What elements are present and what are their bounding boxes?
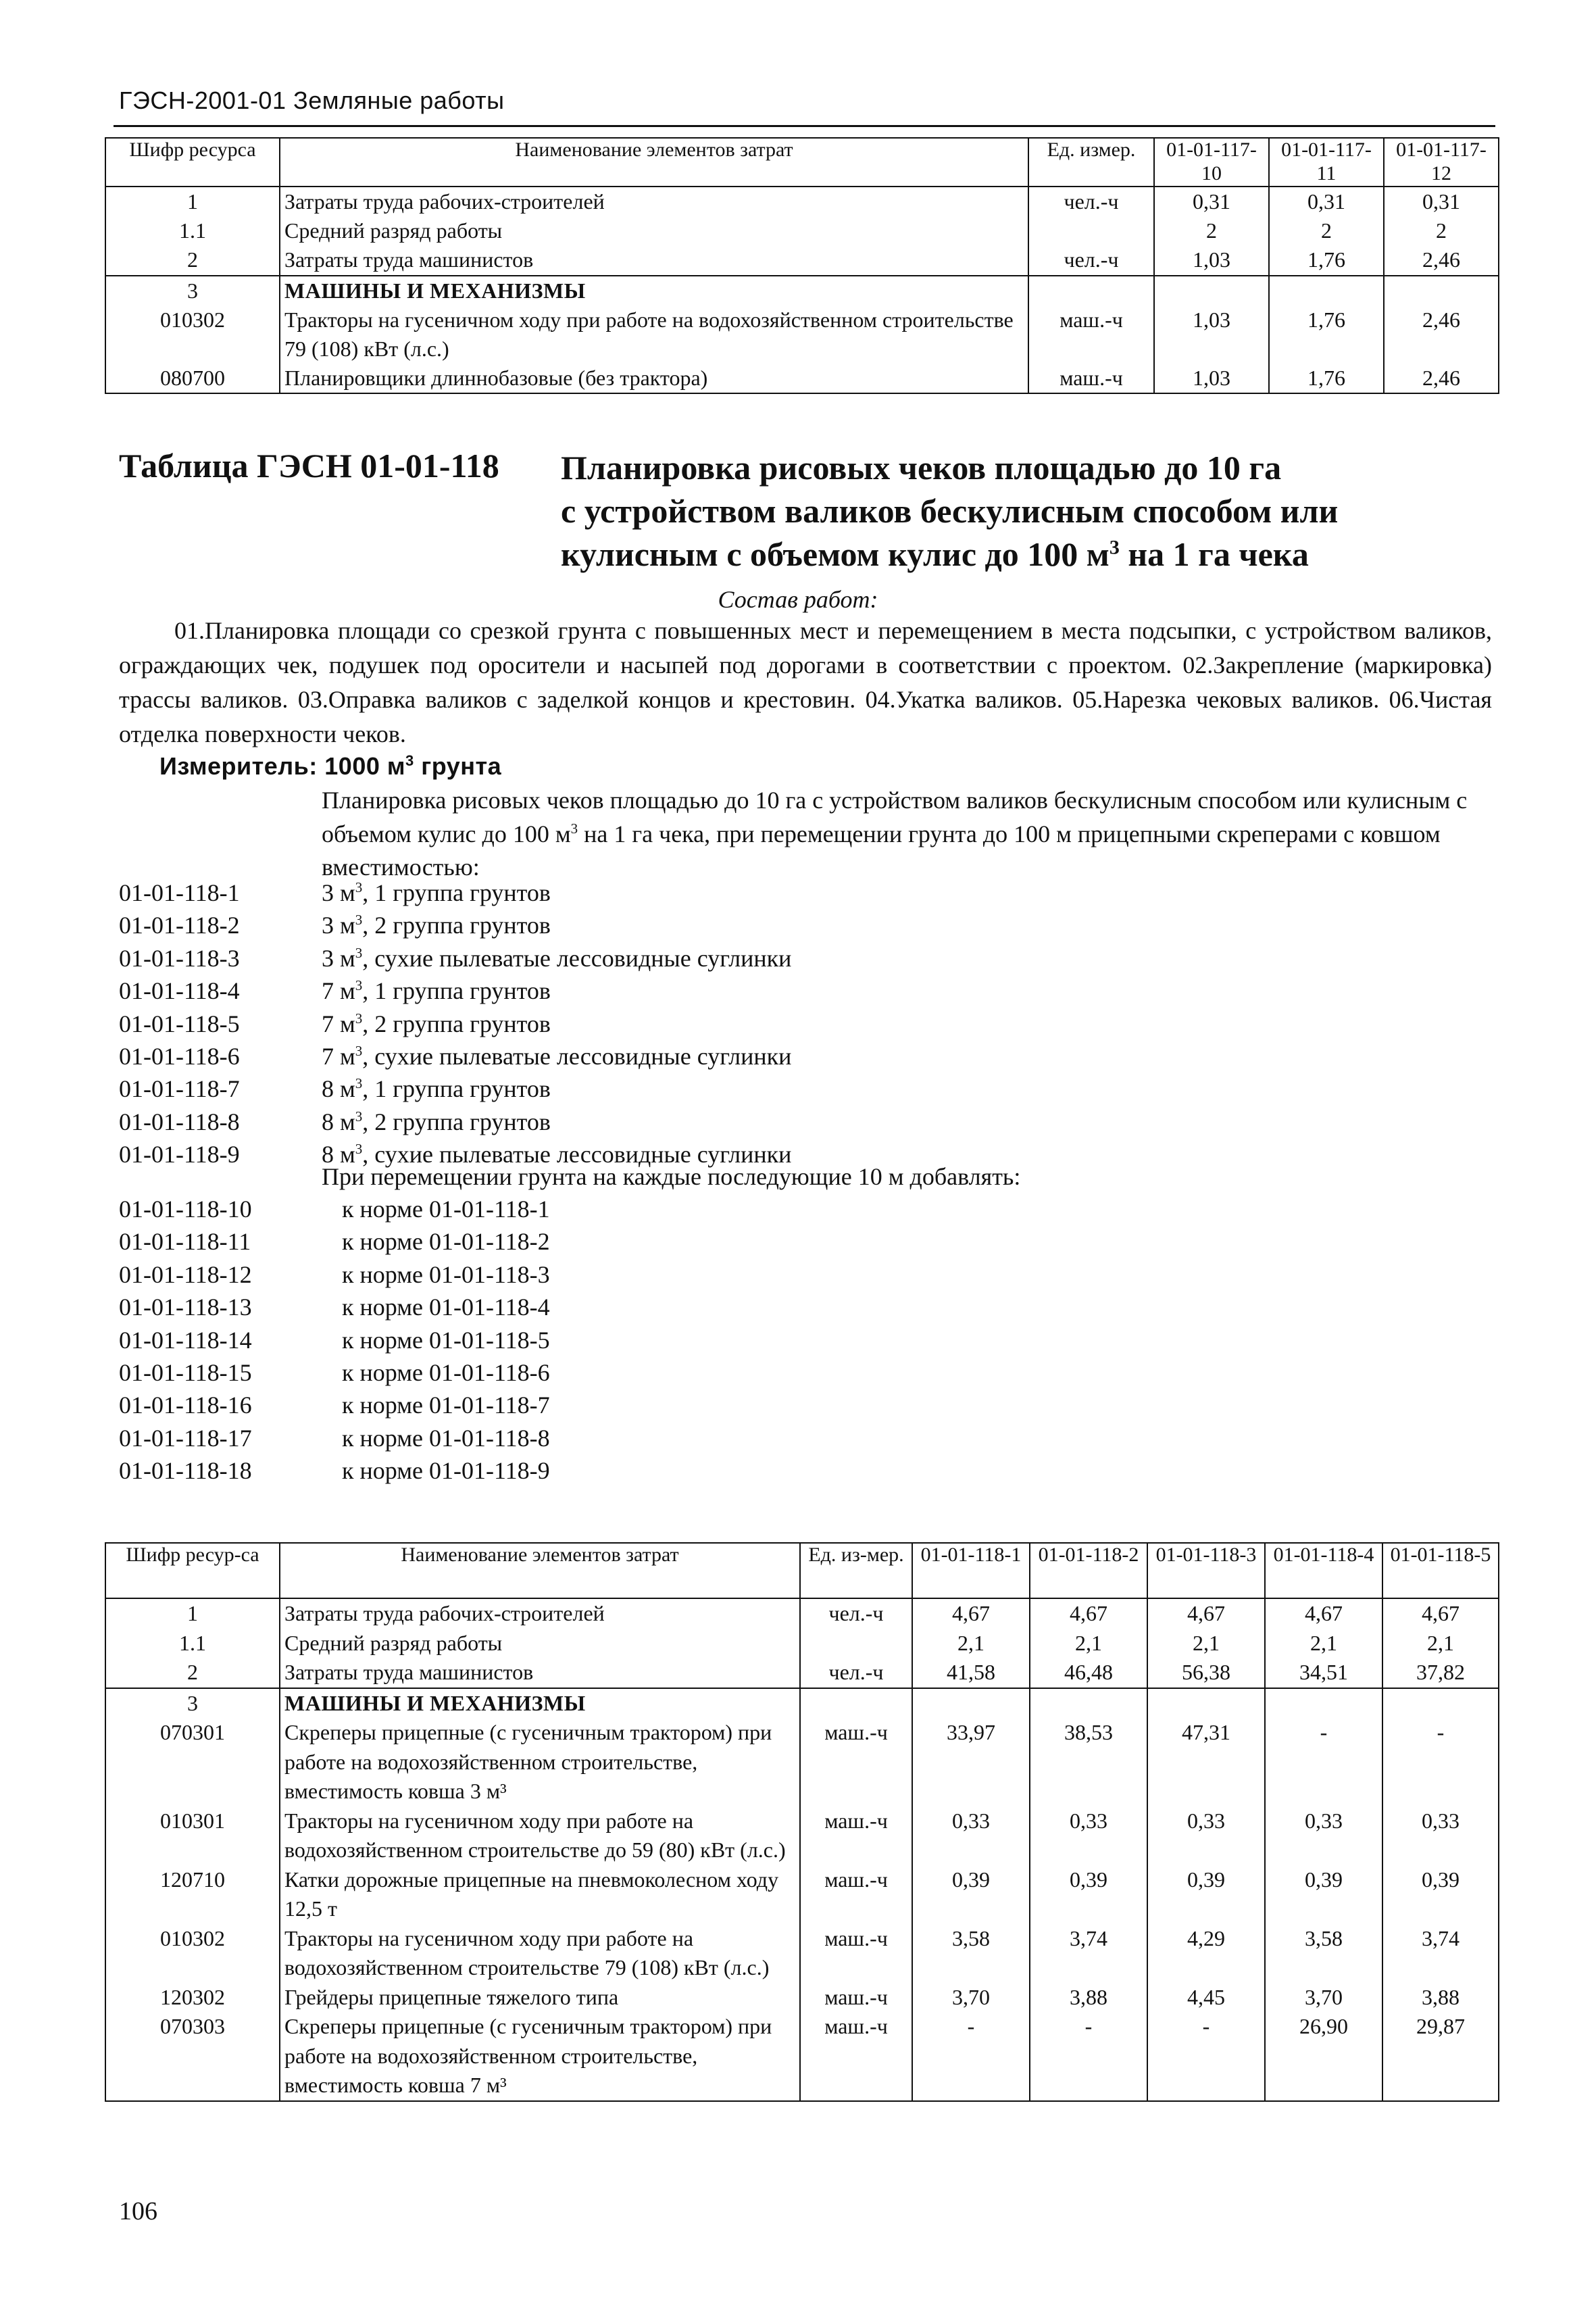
norm-text: к норме 01-01-118-1 <box>342 1196 550 1223</box>
cell-value: 3,88 <box>1382 1983 1499 2013</box>
table-heading-line: кулисным с объемом кулис до 100 $м^3$ на 1 га чека <box>561 535 1309 573</box>
cell-code: 2 <box>105 1658 280 1688</box>
table-row <box>105 1658 1499 1688</box>
cell-unit: маш.-ч <box>800 1806 912 1865</box>
additional-heading: При перемещении грунта на каждые последующие 10 м добавлять: <box>322 1163 1021 1190</box>
cell-unit: маш.-ч <box>800 1865 912 1924</box>
table-row <box>105 1806 1499 1865</box>
cell-code: 070303 <box>105 2012 280 2101</box>
norm-text: 3 $м^3$, 1 группа грунтов <box>322 879 551 906</box>
composition-label: Состав работ: <box>718 586 878 613</box>
cell-value: 4,67 <box>1382 1598 1499 1629</box>
cell-code: 1.1 <box>105 1629 280 1658</box>
section-heading: МАШИНЫ И МЕХАНИЗМЫ <box>280 1688 800 1719</box>
cell-unit: маш.-ч <box>1028 364 1154 393</box>
cell-name: Затраты труда рабочих-строителей <box>280 187 1028 216</box>
cell-value: 38,53 <box>1030 1718 1147 1806</box>
cell-value <box>1382 1688 1499 1719</box>
norm-code: 01-01-118-6 <box>119 1042 240 1070</box>
norm-text: к норме 01-01-118-9 <box>342 1457 550 1485</box>
norm-text: к норме 01-01-118-3 <box>342 1260 550 1288</box>
table-row <box>105 305 1499 364</box>
cell-unit <box>1028 216 1154 245</box>
col-header-norm: 01-01-117-12 <box>1384 138 1499 187</box>
cell-name: Скреперы прицепные (с гусеничным трактором) при работе на водохозяйственном строительстве, вместимость ковша 7 м³ <box>280 2012 800 2101</box>
norm-code: 01-01-118-14 <box>119 1326 252 1354</box>
table-row <box>105 1718 1499 1806</box>
cell-name: Скреперы прицепные (с гусеничным трактором) при работе на водохозяйственном строительстве, вместимость ковша 3 м³ <box>280 1718 800 1806</box>
norm-text: к норме 01-01-118-6 <box>342 1358 550 1386</box>
table-heading <box>561 446 1439 576</box>
cell-name: Затраты труда машинистов <box>280 245 1028 275</box>
norm-text: 7 $м^3$, 2 группа грунтов <box>322 1010 551 1037</box>
cell-value: 47,31 <box>1147 1718 1265 1806</box>
norm-code: 01-01-118-17 <box>119 1424 252 1452</box>
cell-value: 0,39 <box>1147 1865 1265 1924</box>
additional-norm-item <box>119 1424 1497 1456</box>
cell-code: 010302 <box>105 1924 280 1983</box>
additional-norm-item <box>119 1195 1497 1227</box>
cell-value: - <box>1147 2012 1265 2101</box>
cell-value: 2 <box>1269 216 1384 245</box>
cell-value: 3,70 <box>912 1983 1030 2013</box>
cell-value: 0,33 <box>1265 1806 1382 1865</box>
norm-text: 8 $м^3$, 2 группа грунтов <box>322 1108 551 1135</box>
norm-code: 01-01-118-4 <box>119 977 240 1005</box>
norm-code: 01-01-118-18 <box>119 1457 252 1485</box>
col-header-code: Шифр ресур-са <box>105 1543 280 1598</box>
norm-code: 01-01-118-10 <box>119 1196 252 1223</box>
table-row <box>105 1598 1499 1629</box>
cell-value: 29,87 <box>1382 2012 1499 2101</box>
cell-value: - <box>912 2012 1030 2101</box>
cell-value: 2,46 <box>1384 364 1499 393</box>
norm-text: к норме 01-01-118-5 <box>342 1326 550 1354</box>
norm-item <box>119 1042 1497 1075</box>
running-header: ГЭСН-2001-01 Земляные работы <box>119 87 505 114</box>
cell-name: Планировщики длиннобазовые (без трактора) <box>280 364 1028 393</box>
additional-norm-item <box>119 1293 1497 1325</box>
norm-text: 7 $м^3$, 1 группа грунтов <box>322 977 551 1005</box>
cell-value: 0,33 <box>1147 1806 1265 1865</box>
cell-value: 4,29 <box>1147 1924 1265 1983</box>
table-row <box>105 1629 1499 1658</box>
cell-value: 3,74 <box>1382 1924 1499 1983</box>
cell-code: 1.1 <box>105 216 280 245</box>
page-number: 106 <box>119 2197 157 2225</box>
cell-code: 120302 <box>105 1983 280 2013</box>
cell-value: 4,67 <box>1030 1598 1147 1629</box>
cell-value: 2,1 <box>1382 1629 1499 1658</box>
norm-code: 01-01-118-3 <box>119 944 240 972</box>
cell-unit: маш.-ч <box>800 1983 912 2013</box>
norm-text: к норме 01-01-118-8 <box>342 1424 550 1452</box>
norm-text: 3 $м^3$, 2 группа грунтов <box>322 912 551 939</box>
resource-table-118 <box>105 1542 1499 2102</box>
norm-code: 01-01-118-2 <box>119 912 240 939</box>
norm-text: 3 $м^3$, сухие пылеватые лессовидные суглинки <box>322 944 792 972</box>
cell-code: 3 <box>105 276 280 305</box>
additional-norm-item <box>119 1358 1497 1391</box>
cell-value: 33,97 <box>912 1718 1030 1806</box>
cell-code: 120710 <box>105 1865 280 1924</box>
col-header-norm: 01-01-117-10 <box>1154 138 1269 187</box>
cell-name: Грейдеры прицепные тяжелого типа <box>280 1983 800 2013</box>
table-row <box>105 2012 1499 2101</box>
norm-item <box>119 879 1497 911</box>
col-header-norm: 01-01-117-11 <box>1269 138 1384 187</box>
cell-value: 1,03 <box>1154 245 1269 275</box>
cell-value <box>1147 1688 1265 1719</box>
col-header-code: Шифр ресурса <box>105 138 280 187</box>
table-heading-line: с устройством валиков бескулисным способом или <box>561 492 1339 530</box>
additional-norm-item <box>119 1227 1497 1260</box>
cell-value: 0,33 <box>912 1806 1030 1865</box>
norm-code: 01-01-118-5 <box>119 1010 240 1037</box>
cell-code: 1 <box>105 1598 280 1629</box>
col-header-name: Наименование элементов затрат <box>280 138 1028 187</box>
col-header-norm: 01-01-118-3 <box>1147 1543 1265 1598</box>
norm-code: 01-01-118-9 <box>119 1141 240 1168</box>
cell-value: 3,58 <box>912 1924 1030 1983</box>
additional-norm-item <box>119 1260 1497 1293</box>
composition-text: 01.Планировка площади со срезкой грунта с повышенных мест и перемещением в места подсыпки, с устройством валиков, ограждающих чек, подушек под оросители и насыпей под дорогами в соответствии с проектом. 02.Закрепление (маркировка) трассы валиков. 03.Оправка валиков с заделкой концов и крестовин. 04.Укатка валиков. 05.Нарезка чековых валиков. 06.Чистая отделка поверхности чеков. <box>119 617 1492 748</box>
table-label: Таблица ГЭСН 01-01-118 <box>119 447 499 485</box>
measure-unit: Измеритель: 1000 $м^3$ грунта <box>159 752 502 780</box>
header-rule <box>114 125 1495 127</box>
cell-unit <box>800 1688 912 1719</box>
cell-unit: маш.-ч <box>800 1924 912 1983</box>
cell-value: 1,76 <box>1269 364 1384 393</box>
cell-value: 2,1 <box>1265 1629 1382 1658</box>
cell-value: 0,33 <box>1382 1806 1499 1865</box>
norm-code: 01-01-118-12 <box>119 1260 252 1288</box>
table-row <box>105 276 1499 305</box>
cell-value: 3,58 <box>1265 1924 1382 1983</box>
cell-value: 41,58 <box>912 1658 1030 1688</box>
cell-code: 080700 <box>105 364 280 393</box>
additional-norm-item <box>119 1326 1497 1358</box>
cell-value: 2 <box>1384 216 1499 245</box>
table-row <box>105 364 1499 393</box>
norm-text: к норме 01-01-118-7 <box>342 1392 550 1419</box>
cell-value: 0,31 <box>1269 187 1384 216</box>
table-row <box>105 1865 1499 1924</box>
cell-code: 070301 <box>105 1718 280 1806</box>
norm-code: 01-01-118-15 <box>119 1358 252 1386</box>
table-row <box>105 187 1499 216</box>
cell-value: 3,74 <box>1030 1924 1147 1983</box>
cell-value: 2,1 <box>1147 1629 1265 1658</box>
cell-value <box>1265 1688 1382 1719</box>
cell-value: 0,31 <box>1384 187 1499 216</box>
cell-value: 4,67 <box>1265 1598 1382 1629</box>
cell-value: 2 <box>1154 216 1269 245</box>
cell-value <box>912 1688 1030 1719</box>
cell-name: Затраты труда рабочих-строителей <box>280 1598 800 1629</box>
norm-description: Планировка рисовых чеков площадью до 10 га с устройством валиков бескулисным способом или кулисным с объемом кулис до 100 $м^3$ на 1 га чека, при перемещении грунта до 100 м прицепными скреперами с ковшом вместимостью: <box>322 787 1468 881</box>
norm-text: 7 $м^3$, сухие пылеватые лессовидные суглинки <box>322 1042 792 1070</box>
norm-item <box>119 911 1497 943</box>
cell-name: Средний разряд работы <box>280 1629 800 1658</box>
col-header-norm: 01-01-118-4 <box>1265 1543 1382 1598</box>
norm-text: 8 $м^3$, 1 группа грунтов <box>322 1075 551 1103</box>
cell-unit: маш.-ч <box>1028 305 1154 364</box>
cell-code: 010301 <box>105 1806 280 1865</box>
additional-norm-list <box>119 1195 1497 1490</box>
cell-value: 4,45 <box>1147 1983 1265 2013</box>
cell-value: 4,67 <box>912 1598 1030 1629</box>
cell-unit: маш.-ч <box>800 1718 912 1806</box>
cell-value: 3,88 <box>1030 1983 1147 2013</box>
table-row <box>105 245 1499 275</box>
cell-value: 56,38 <box>1147 1658 1265 1688</box>
cell-value: 2,1 <box>1030 1629 1147 1658</box>
cell-value: 0,39 <box>912 1865 1030 1924</box>
cell-name: Затраты труда машинистов <box>280 1658 800 1688</box>
table-row <box>105 1688 1499 1719</box>
col-header-name: Наименование элементов затрат <box>280 1543 800 1598</box>
norm-item <box>119 944 1497 977</box>
norm-code: 01-01-118-7 <box>119 1075 240 1103</box>
cell-unit: чел.-ч <box>1028 187 1154 216</box>
cell-name: Катки дорожные прицепные на пневмоколесном ходу 12,5 т <box>280 1865 800 1924</box>
cell-value: 2,46 <box>1384 305 1499 364</box>
norm-code: 01-01-118-16 <box>119 1392 252 1419</box>
cell-value: 2,1 <box>912 1629 1030 1658</box>
cell-value: - <box>1382 1718 1499 1806</box>
cell-value: - <box>1265 1718 1382 1806</box>
cell-value: 3,70 <box>1265 1983 1382 2013</box>
cell-value: 4,67 <box>1147 1598 1265 1629</box>
norm-code: 01-01-118-11 <box>119 1228 251 1256</box>
col-header-norm: 01-01-118-2 <box>1030 1543 1147 1598</box>
resource-table-117 <box>105 137 1499 394</box>
cell-value: 1,03 <box>1154 305 1269 364</box>
cell-unit: чел.-ч <box>1028 245 1154 275</box>
norm-item <box>119 1010 1497 1042</box>
cell-value: 1,76 <box>1269 245 1384 275</box>
norm-code: 01-01-118-8 <box>119 1108 240 1135</box>
cell-value: 0,39 <box>1030 1865 1147 1924</box>
section-heading: МАШИНЫ И МЕХАНИЗМЫ <box>280 276 1028 305</box>
cell-value: 34,51 <box>1265 1658 1382 1688</box>
norm-code: 01-01-118-13 <box>119 1294 252 1321</box>
cell-value <box>1030 1688 1147 1719</box>
cell-code: 3 <box>105 1688 280 1719</box>
col-header-norm: 01-01-118-5 <box>1382 1543 1499 1598</box>
cell-name: Тракторы на гусеничном ходу при работе на водохозяйственном строительстве до 59 (80) кВт (л.с.) <box>280 1806 800 1865</box>
cell-code: 2 <box>105 245 280 275</box>
table-row <box>105 1983 1499 2013</box>
additional-norm-item <box>119 1456 1497 1489</box>
cell-unit: маш.-ч <box>800 2012 912 2101</box>
cell-value: 2,46 <box>1384 245 1499 275</box>
additional-norm-item <box>119 1391 1497 1423</box>
norm-text: к норме 01-01-118-4 <box>342 1294 550 1321</box>
table-row <box>105 216 1499 245</box>
cell-value: 46,48 <box>1030 1658 1147 1688</box>
col-header-norm: 01-01-118-1 <box>912 1543 1030 1598</box>
table-heading-line: Планировка рисовых чеков площадью до 10 га <box>561 449 1282 487</box>
norm-text: к норме 01-01-118-2 <box>342 1228 550 1256</box>
cell-value: 0,33 <box>1030 1806 1147 1865</box>
cell-code: 1 <box>105 187 280 216</box>
norm-item <box>119 1108 1497 1140</box>
cell-name: Средний разряд работы <box>280 216 1028 245</box>
cell-value: - <box>1030 2012 1147 2101</box>
norm-text: 8 $м^3$, сухие пылеватые лессовидные суглинки <box>322 1141 792 1168</box>
norm-item <box>119 1075 1497 1107</box>
col-header-unit: Ед. из-мер. <box>800 1543 912 1598</box>
cell-value: 1,03 <box>1154 364 1269 393</box>
cell-name: Тракторы на гусеничном ходу при работе на водохозяйственном строительстве 79 (108) кВт (л.с.) <box>280 305 1028 364</box>
norm-code: 01-01-118-1 <box>119 879 240 906</box>
col-header-unit: Ед. измер. <box>1028 138 1154 187</box>
cell-value: 1,76 <box>1269 305 1384 364</box>
table-row <box>105 1924 1499 1983</box>
cell-unit: чел.-ч <box>800 1598 912 1629</box>
cell-unit <box>800 1629 912 1658</box>
cell-name: Тракторы на гусеничном ходу при работе на водохозяйственном строительстве 79 (108) кВт (л.с.) <box>280 1924 800 1983</box>
cell-unit: чел.-ч <box>800 1658 912 1688</box>
cell-value: 26,90 <box>1265 2012 1382 2101</box>
cell-value: 0,39 <box>1265 1865 1382 1924</box>
cell-code: 010302 <box>105 305 280 364</box>
norm-item <box>119 977 1497 1009</box>
norm-list <box>119 879 1497 1173</box>
cell-value: 0,39 <box>1382 1865 1499 1924</box>
cell-value: 37,82 <box>1382 1658 1499 1688</box>
cell-value: 0,31 <box>1154 187 1269 216</box>
